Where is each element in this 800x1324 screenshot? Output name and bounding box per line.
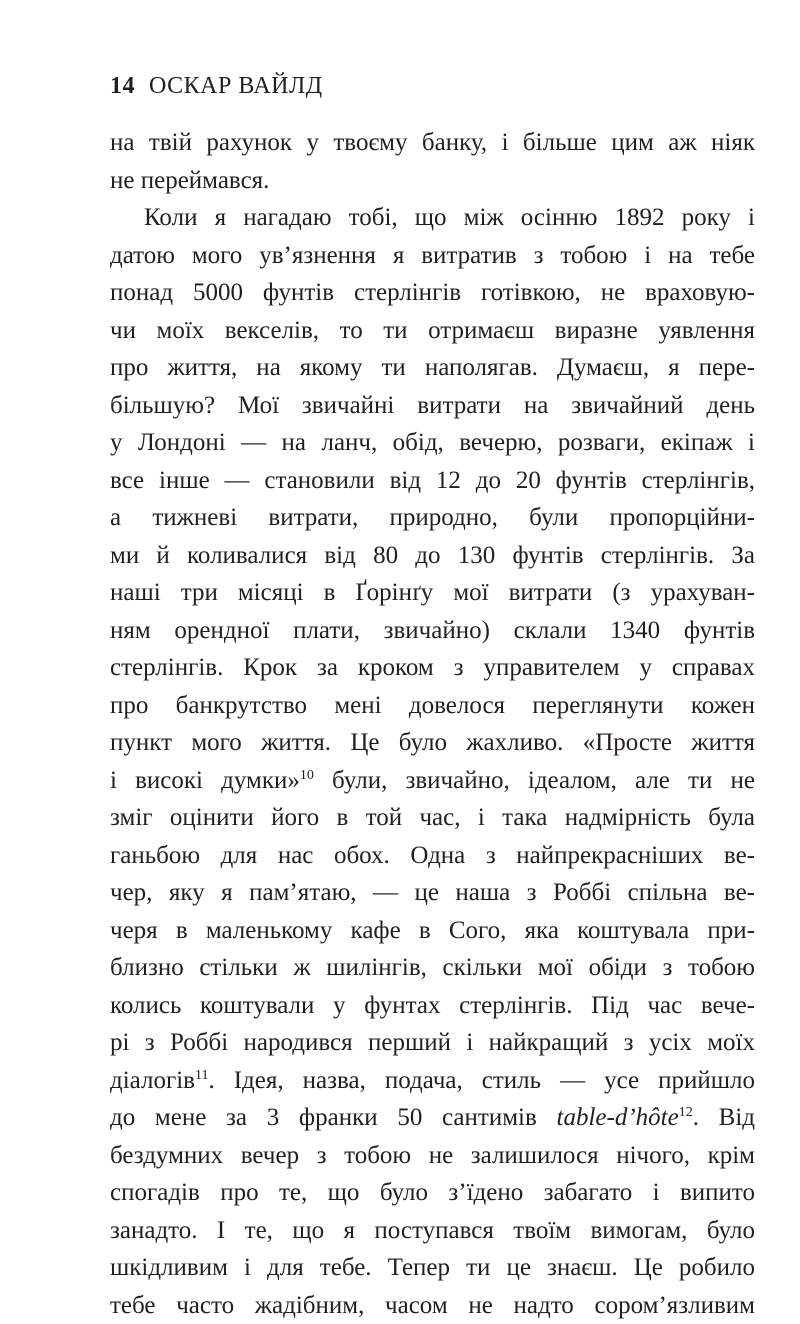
text-line: понад 5000 фунтів стерлінгів готівкою, не враховую- xyxy=(110,274,755,312)
text-segment: діалогів xyxy=(110,1067,195,1094)
running-header xyxy=(110,70,323,102)
text-segment: і високі думки» xyxy=(110,767,300,794)
text-line: черя в маленькому кафе в Сого, яка коштувала при- xyxy=(110,912,755,950)
text-segment: . Від xyxy=(693,1104,755,1131)
text-line: ганьбою для нас обох. Одна з найпрекрасніших ве- xyxy=(110,837,755,875)
running-title: ОСКАР ВАЙЛД xyxy=(149,73,323,99)
text-line: про життя, на якому ти наполягав. Думаєш, я пере- xyxy=(110,349,755,387)
footnote-ref-10[interactable]: 10 xyxy=(300,768,314,783)
text-line: зміг оцінити його в той час, і така надмірність була xyxy=(110,799,755,837)
text-line: ням орендної плати, звичайно) склали 1340 фунтів xyxy=(110,612,755,650)
text-line xyxy=(110,1062,755,1100)
text-line: більшую? Мої звичайні витрати на звичайний день xyxy=(110,387,755,425)
text-line: чи моїх векселів, то ти отримаєш виразне уявлення xyxy=(110,312,755,350)
text-line: бездумних вечер з тобою не залишилося нічого, крім xyxy=(110,1137,755,1175)
text-line: наші три місяці в Ґорінґу мої витрати (з урахуван- xyxy=(110,574,755,612)
text-line: не переймався. xyxy=(110,162,755,200)
text-line: рі з Роббі народився перший і найкращий з усіх моїх xyxy=(110,1024,755,1062)
text-line: занадто. І те, що я поступався твоїм вимогам, було xyxy=(110,1212,755,1250)
body-text xyxy=(110,124,755,1324)
italic-term: table-d’hôte xyxy=(557,1104,679,1131)
text-line: спогадів про те, що було з’їдено забагато і випито xyxy=(110,1174,755,1212)
text-line: чер, яку я пам’ятаю, — це наша з Роббі спільна ве- xyxy=(110,874,755,912)
footnote-ref-11[interactable]: 11 xyxy=(195,1068,208,1083)
footnote-ref-12[interactable]: 12 xyxy=(679,1105,693,1120)
text-segment: до мене за 3 франки 50 сантимів xyxy=(110,1104,557,1131)
text-line: все інше — становили від 12 до 20 фунтів стерлінгів, xyxy=(110,462,755,500)
text-line: на твій рахунок у твоєму банку, і більше цим аж ніяк xyxy=(110,124,755,162)
text-line: тебе часто жадібним, часом не надто сором’язливим xyxy=(110,1287,755,1324)
text-line: ми й коливалися від 80 до 130 фунтів стерлінгів. За xyxy=(110,537,755,575)
text-segment: були, звичайно, ідеалом, але ти не xyxy=(314,767,755,794)
text-segment: . Ідея, назва, подача, стиль — усе прийшло xyxy=(208,1067,755,1094)
text-line: колись коштували у фунтах стерлінгів. Під час вече- xyxy=(110,987,755,1025)
text-line: Коли я нагадаю тобі, що між осінню 1892 року і xyxy=(110,199,755,237)
text-line: стерлінгів. Крок за кроком з управителем у справах xyxy=(110,649,755,687)
text-line: у Лондоні — на ланч, обід, вечерю, розваги, екіпаж і xyxy=(110,424,755,462)
text-line: датою мого ув’язнення я витратив з тобою і на тебе xyxy=(110,237,755,275)
text-line: пункт мого життя. Це було жахливо. «Просте життя xyxy=(110,724,755,762)
text-line xyxy=(110,762,755,800)
page-number: 14 xyxy=(110,73,135,99)
text-line: а тижневі витрати, природно, були пропорційни- xyxy=(110,499,755,537)
text-line: шкідливим і для тебе. Тепер ти це знаєш. Це робило xyxy=(110,1249,755,1287)
text-line: про банкрутство мені довелося переглянути кожен xyxy=(110,687,755,725)
text-line xyxy=(110,1099,755,1137)
text-line: близно стільки ж шилінгів, скільки мої обіди з тобою xyxy=(110,949,755,987)
